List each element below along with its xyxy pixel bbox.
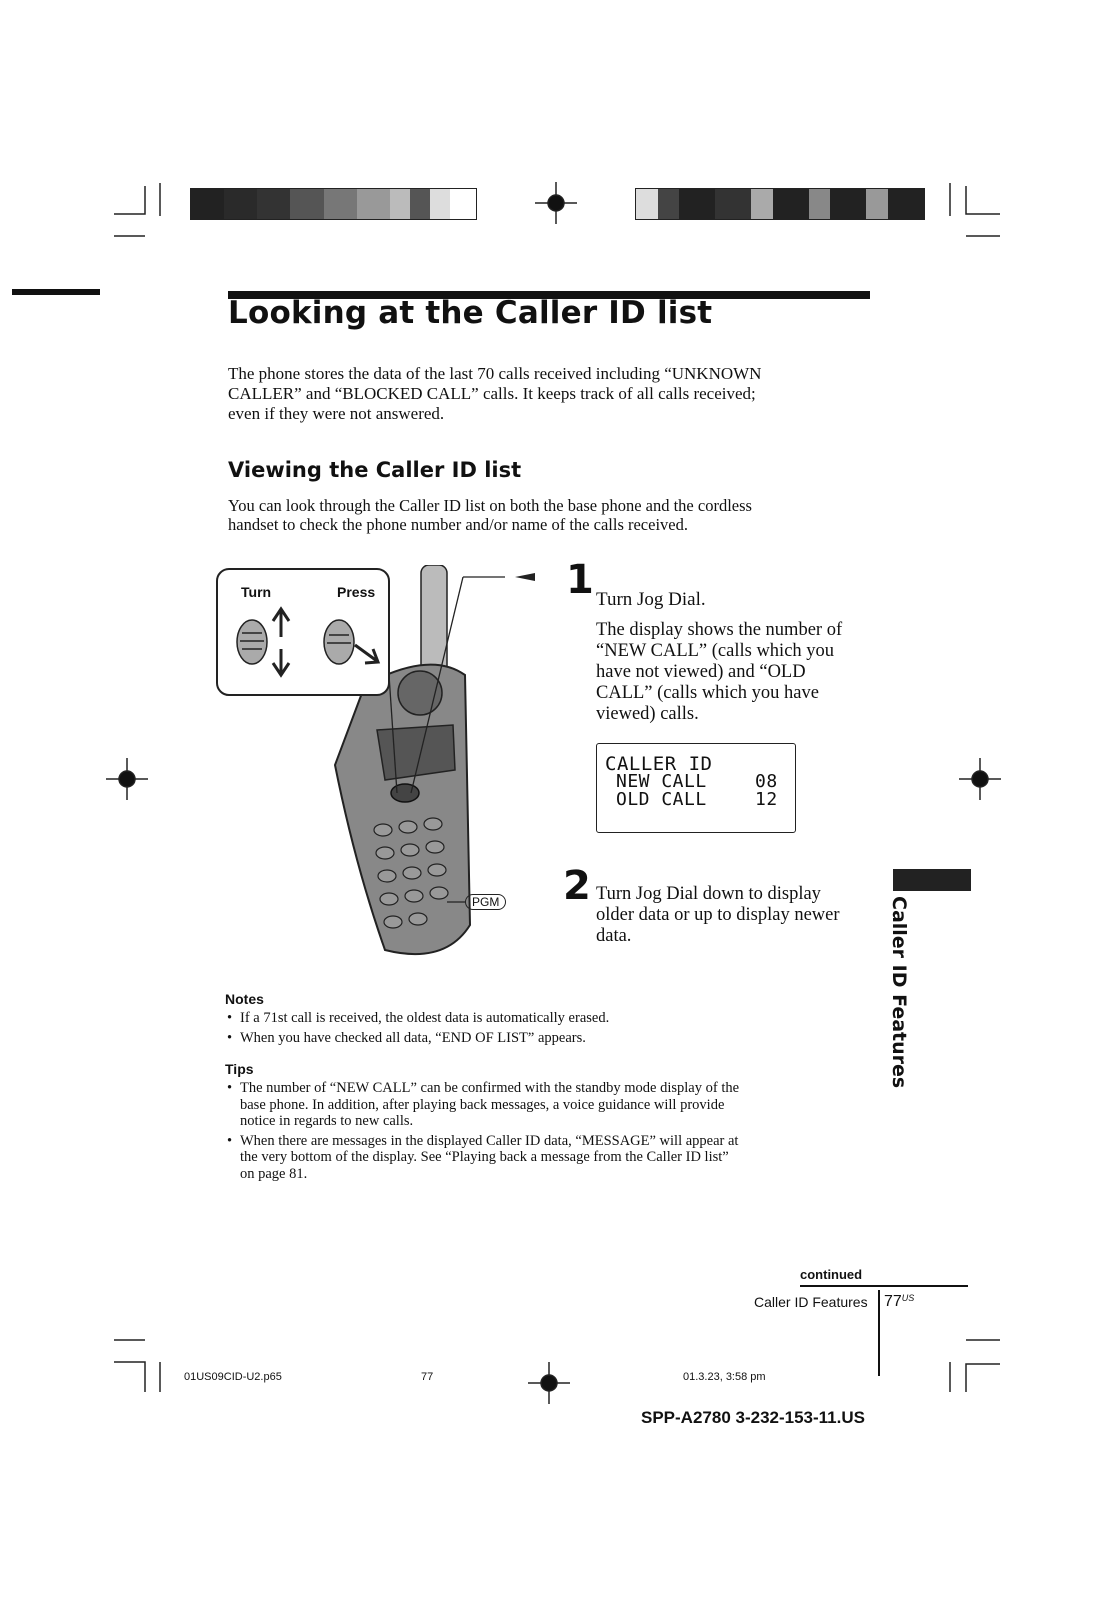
intro-paragraph: The phone stores the data of the last 70 calls received including “UNKNOWN CALLER” and “BLOCKED CALL” calls. It keeps track of all calls received; even if they were not answered. xyxy=(228,364,762,423)
pgm-button-label: PGM xyxy=(465,894,506,910)
tips-heading: Tips xyxy=(225,1061,254,1077)
note-item: • If a 71st call is received, the oldest data is automatically erased. xyxy=(225,1010,785,1027)
calibration-bar-right xyxy=(635,188,925,220)
side-tab-label xyxy=(880,896,920,1089)
step-1-number: 1 xyxy=(566,557,594,603)
note-item: • When you have checked all data, “END OF LIST” appears. xyxy=(225,1030,785,1047)
page-number-suffix: US xyxy=(901,1293,915,1303)
continued-rule xyxy=(800,1285,968,1287)
page-number xyxy=(884,1293,914,1311)
footer-section-name: Caller ID Features xyxy=(754,1294,868,1310)
section-tab-marker xyxy=(893,869,971,891)
caller-id-display xyxy=(596,743,796,833)
handset-illustration xyxy=(215,565,575,985)
print-date: 01.3.23, 3:58 pm xyxy=(683,1371,766,1383)
turn-label: Turn xyxy=(241,584,272,600)
press-label: Press xyxy=(337,584,376,600)
tips-list xyxy=(225,1080,745,1185)
continued-label: continued xyxy=(800,1267,863,1282)
display-old-call-label: OLD CALL xyxy=(616,789,707,810)
notes-list xyxy=(225,1010,785,1049)
calibration-bar-left xyxy=(190,188,477,220)
footer-divider xyxy=(878,1290,880,1376)
step-2-number: 2 xyxy=(563,863,591,909)
step-1-body: The display shows the number of “NEW CALL” (calls which you have not viewed) and “OLD CALL” (calls which you have viewed) calls. xyxy=(596,620,843,724)
tip-item: • The number of “NEW CALL” can be confirmed with the standby mode display of the base phone. In addition, after playing back messages, a voice guidance will provide notice in regards to new calls. xyxy=(225,1080,745,1130)
section-paragraph: You can look through the Caller ID list on both the base phone and the cordless handset to check the phone number and/or name of the calls received. xyxy=(228,496,752,534)
display-new-call-count: 08 xyxy=(755,771,778,792)
page-number-value: 77 xyxy=(884,1293,902,1310)
file-name: 01US09CID-U2.p65 xyxy=(184,1371,282,1383)
notes-heading: Notes xyxy=(225,991,264,1007)
display-new-call-label: NEW CALL xyxy=(616,771,707,792)
page-title: Looking at the Caller ID list xyxy=(228,295,713,331)
step-2-body: Turn Jog Dial down to display older data or up to display newer data. xyxy=(596,884,840,946)
file-page: 77 xyxy=(421,1371,434,1383)
display-old-call-count: 12 xyxy=(755,789,778,810)
step-1-heading: Turn Jog Dial. xyxy=(596,589,706,610)
side-tab-text: Caller ID Features xyxy=(888,896,910,1089)
tip-item: • When there are messages in the displayed Caller ID data, “MESSAGE” will appear at the very bottom of the display. See “Playing back a message from the Caller ID list” on page 81. xyxy=(225,1133,745,1183)
model-number: SPP-A2780 3-232-153-11.US xyxy=(641,1408,865,1427)
margin-rule xyxy=(12,289,100,295)
section-title: Viewing the Caller ID list xyxy=(228,458,522,482)
display-title: CALLER ID xyxy=(605,753,713,775)
